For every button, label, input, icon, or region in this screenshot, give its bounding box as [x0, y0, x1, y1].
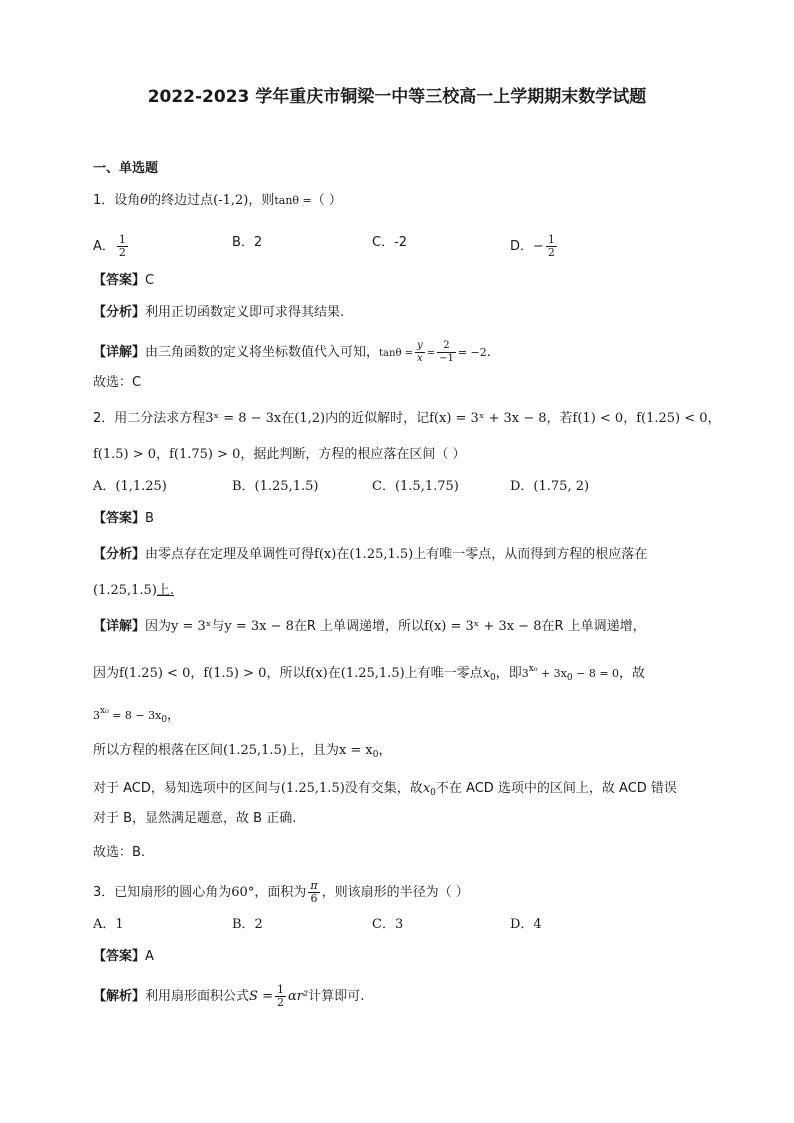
math: S =	[249, 989, 273, 1004]
text: 在	[327, 666, 341, 681]
q2-detail-line3	[93, 702, 180, 729]
math: y = 3ˣ	[171, 619, 212, 634]
subscript: 0	[372, 750, 379, 760]
q2-answer	[93, 510, 154, 528]
math: (1.25,1.5)	[93, 583, 157, 598]
q1-choose: 故选：C	[93, 375, 142, 390]
detail-tag: 【详解】	[93, 345, 146, 360]
q1-point: (-1,2)	[213, 193, 249, 208]
q2-detail-line2	[93, 660, 645, 687]
text: 不在 ACD 选项中的区间上，故 ACD 错误	[435, 781, 677, 796]
q1-text: （ ）	[311, 193, 342, 208]
analysis-tag: 【解析】	[93, 989, 146, 1004]
frac-1-over-2	[275, 984, 286, 1009]
q2-analysis-line2	[93, 582, 174, 600]
text: 所以方程的根落在区间	[93, 743, 224, 758]
denominator: 6	[310, 892, 318, 905]
frac-y-over-x	[415, 340, 425, 365]
math: (1,2)	[294, 411, 326, 426]
text: 因为	[145, 619, 172, 634]
text: ，故	[619, 666, 646, 681]
text: 上，且为	[286, 743, 339, 758]
analysis-tag: 【分析】	[93, 547, 146, 562]
denominator: 2	[276, 996, 284, 1009]
text: 上.	[156, 583, 175, 598]
answer-value: B	[145, 511, 154, 526]
numerator: 2	[437, 340, 456, 353]
text: 计算即可.	[308, 989, 365, 1004]
question-2-stem-line1	[93, 410, 721, 428]
text: 在	[336, 547, 350, 562]
text: 在	[281, 411, 295, 426]
section-heading: 一、单选题	[93, 161, 159, 176]
analysis-tag: 【分析】	[93, 305, 146, 320]
math: f(x)	[314, 547, 337, 562]
numerator: 1	[547, 233, 555, 246]
text: 上有唯一零点	[404, 666, 483, 681]
math: f(1) < 0	[572, 411, 624, 426]
subscript: 0	[566, 673, 573, 683]
q2-detail-line4	[93, 742, 392, 764]
math: f(1.25) < 0	[119, 666, 191, 681]
frac-2-over-minus1	[437, 340, 456, 365]
detail-end: .	[486, 345, 491, 360]
q1-tan: tanθ =	[274, 194, 312, 207]
math: (1.25,1.5)	[280, 781, 345, 796]
text: ，	[167, 708, 181, 723]
q2-option-a: A．(1,1.25)	[93, 479, 167, 494]
text: ，	[707, 411, 721, 426]
text: 上有唯一零点，从而得到方程的根应落在	[413, 547, 648, 562]
q2-choose: 故选：B.	[93, 845, 146, 860]
subscript: 0	[161, 715, 168, 725]
answer-tag: 【答案】	[93, 273, 146, 288]
text: ，则该扇形的半径为（ ）	[321, 885, 469, 900]
text: ，	[378, 743, 392, 758]
minus-sign: −	[533, 239, 544, 254]
question-3-stem	[93, 880, 469, 905]
q2-detail-line6: 对于 B，显然满足题意，故 B 正确.	[93, 811, 297, 826]
detail-tag: 【详解】	[93, 619, 146, 634]
q3-option-a: A．1	[93, 917, 124, 932]
q1-text: 的终边过点	[148, 193, 214, 208]
text: 2．用二分法求方程	[93, 411, 206, 426]
math: f(1.5) > 0	[93, 447, 157, 462]
text: 3．已知扇形的圆心角为	[93, 885, 232, 900]
text: ，面积为	[254, 885, 307, 900]
q1-theta: θ	[140, 193, 149, 208]
math: x	[482, 666, 491, 681]
q2-option-d: D．(1.75, 2)	[510, 479, 590, 494]
text: 因为	[93, 666, 120, 681]
q3-option-d: D．4	[510, 917, 542, 932]
superscript: x₀	[528, 664, 538, 674]
q3-option-b: B．2	[232, 917, 263, 932]
numerator: 1	[276, 983, 284, 996]
math: 3ˣ = 8 − 3x	[205, 411, 282, 426]
math: 60°	[231, 885, 255, 900]
q2-detail-line5	[93, 780, 677, 802]
text: 由零点存在定理及单调性可得	[145, 547, 315, 562]
text: ，	[190, 666, 204, 681]
q1-option-b: B．2	[232, 235, 263, 250]
frac-pi-over-6	[308, 880, 319, 905]
q1-analysis	[93, 304, 344, 322]
math: x = x	[338, 743, 373, 758]
text: ，即	[495, 666, 522, 681]
text: 对于 ACD，易知选项中的区间与	[93, 781, 281, 796]
q3-analysis	[93, 984, 364, 1009]
q1-detail	[93, 340, 491, 365]
question-1-stem	[93, 192, 342, 210]
math: tanθ =	[379, 348, 414, 359]
text: ，	[623, 411, 637, 426]
math: 3	[521, 667, 529, 680]
q2-analysis-line1	[93, 546, 647, 564]
superscript: x₀	[100, 706, 109, 716]
answer-value: A	[145, 949, 154, 964]
math: αr²	[287, 989, 309, 1004]
math: 3	[93, 709, 100, 722]
math: (1.25,1.5)	[223, 743, 287, 758]
answer-tag: 【答案】	[93, 949, 146, 964]
math: f(x)	[305, 666, 328, 681]
math: x	[422, 781, 431, 796]
text: 没有交集，故	[344, 781, 423, 796]
q1-option-c: C．-2	[372, 235, 408, 250]
math: + 3x	[537, 667, 567, 680]
math: f(1.75) > 0	[169, 447, 241, 462]
math: y = 3x − 8	[224, 619, 294, 634]
option-label: D．	[510, 239, 534, 254]
text: ，所以	[266, 666, 306, 681]
denominator: 2	[118, 246, 126, 259]
q1-option-d-fraction	[546, 234, 557, 259]
text: ，据此判断，方程的根应落在区间（ ）	[240, 447, 466, 462]
math: (1.25,1.5)	[340, 666, 405, 681]
q3-option-c: C．3	[372, 917, 404, 932]
numerator: 1	[118, 233, 126, 246]
subscript: 0	[490, 673, 496, 683]
analysis-text: 利用正切函数定义即可求得其结果.	[145, 305, 345, 320]
text: ，若	[546, 411, 573, 426]
q2-option-b: B．(1.25,1.5)	[232, 479, 319, 494]
math: f(1.5) > 0	[203, 666, 267, 681]
q3-answer	[93, 948, 154, 966]
answer-value: C	[145, 273, 155, 288]
math: f(1.25) < 0	[636, 411, 708, 426]
math: =	[426, 348, 436, 359]
math: f(x) = 3ˣ + 3x − 8	[429, 411, 547, 426]
question-2-stem-line2	[93, 446, 466, 464]
math: (1.25,1.5)	[349, 547, 414, 562]
q2-option-c: C．(1.5,1.75)	[372, 479, 459, 494]
text: 内的近似解时，记	[325, 411, 430, 426]
subscript: 0	[430, 788, 436, 798]
q2-detail-line1	[93, 618, 646, 636]
q1-text: 1．设角	[93, 193, 141, 208]
numerator: π	[310, 879, 318, 892]
math: f(x) = 3ˣ + 3x − 8	[424, 619, 542, 634]
q1-text: ，则	[248, 193, 275, 208]
text: 利用扇形面积公式	[145, 989, 250, 1004]
answer-tag: 【答案】	[93, 511, 146, 526]
denominator: x	[417, 353, 423, 364]
q1-option-a	[93, 234, 130, 259]
detail-text: 由三角函数的定义将坐标数值代入可知，	[145, 345, 380, 360]
page-title: 2022-2023 学年重庆市铜梁一中等三校高一上学期期末数学试题	[147, 87, 647, 107]
q1-option-d	[510, 234, 559, 259]
math: − 8 = 0	[572, 667, 620, 680]
denominator: −1	[439, 353, 454, 364]
denominator: 2	[547, 246, 555, 259]
q1-answer	[93, 272, 154, 290]
q1-option-a-fraction	[117, 234, 128, 259]
text: 在R 上单调递增，所以	[293, 619, 425, 634]
text: 在R 上单调递增，	[541, 619, 646, 634]
text: ，	[156, 447, 170, 462]
text: 与	[211, 619, 225, 634]
option-label: A．	[93, 239, 115, 254]
numerator: y	[417, 340, 423, 351]
math: = −2	[457, 346, 487, 359]
math: = 8 − 3x	[108, 709, 162, 722]
